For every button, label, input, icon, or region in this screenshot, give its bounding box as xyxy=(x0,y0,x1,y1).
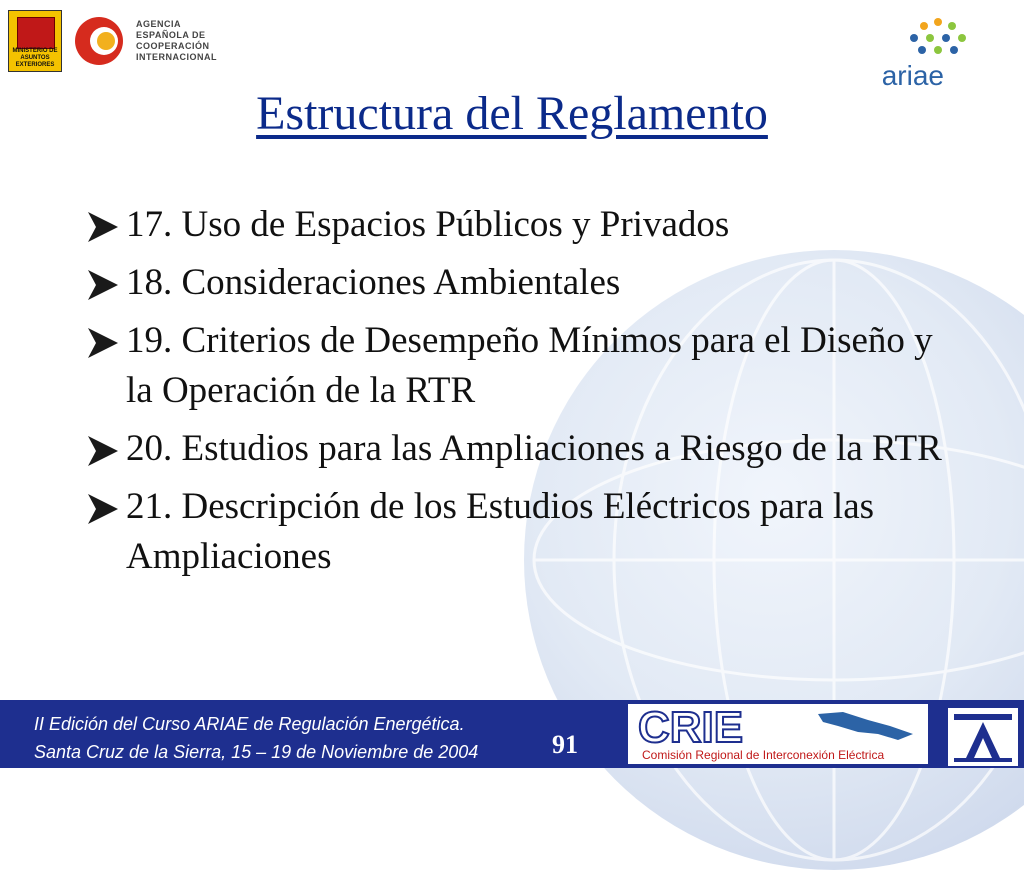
header-logos xyxy=(8,6,217,76)
arrow-bullet-icon xyxy=(86,434,120,468)
list-item: 20. Estudios para las Ampliaciones a Riesgo de la RTR xyxy=(86,424,966,474)
arrow-bullet-icon xyxy=(86,268,120,302)
list-item: 18. Consideraciones Ambientales xyxy=(86,258,966,308)
crie-subtitle: Comisión Regional de Interconexión Eléctrica xyxy=(642,748,885,762)
arrow-bullet-icon xyxy=(86,210,120,244)
institution-logo-icon xyxy=(946,706,1020,768)
footer-line-2: Santa Cruz de la Sierra, 15 – 19 de Noviembre de 2004 xyxy=(34,742,479,762)
crie-wordmark-icon xyxy=(628,704,928,750)
crie-logo xyxy=(628,704,928,764)
ministry-coat-of-arms-icon xyxy=(8,10,62,72)
footer-line-1: II Edición del Curso ARIAE de Regulación Energética. xyxy=(34,714,465,734)
agency-name: AGENCIA ESPAÑOLA DE COOPERACIÓN INTERNACIONAL xyxy=(136,19,217,62)
bullet-list xyxy=(86,200,966,590)
page-number: 91 xyxy=(552,730,578,759)
ministry-logo-text: MINISTERIO DE ASUNTOS EXTERIORES xyxy=(12,48,58,68)
aeci-logo-icon xyxy=(72,14,126,68)
footer-caption xyxy=(34,710,478,766)
list-item: 21. Descripción de los Estudios Eléctricos para las Ampliaciones xyxy=(86,482,966,582)
ariae-logo-text: ariae xyxy=(881,60,944,91)
list-item: 19. Criterios de Desempeño Mínimos para el Diseño y la Operación de la RTR xyxy=(86,316,966,416)
list-item: 17. Uso de Espacios Públicos y Privados xyxy=(86,200,966,250)
arrow-bullet-icon xyxy=(86,326,120,360)
slide-title: Estructura del Reglamento xyxy=(256,87,768,140)
arrow-bullet-icon xyxy=(86,492,120,526)
svg-text:CRIE: CRIE xyxy=(638,704,744,750)
